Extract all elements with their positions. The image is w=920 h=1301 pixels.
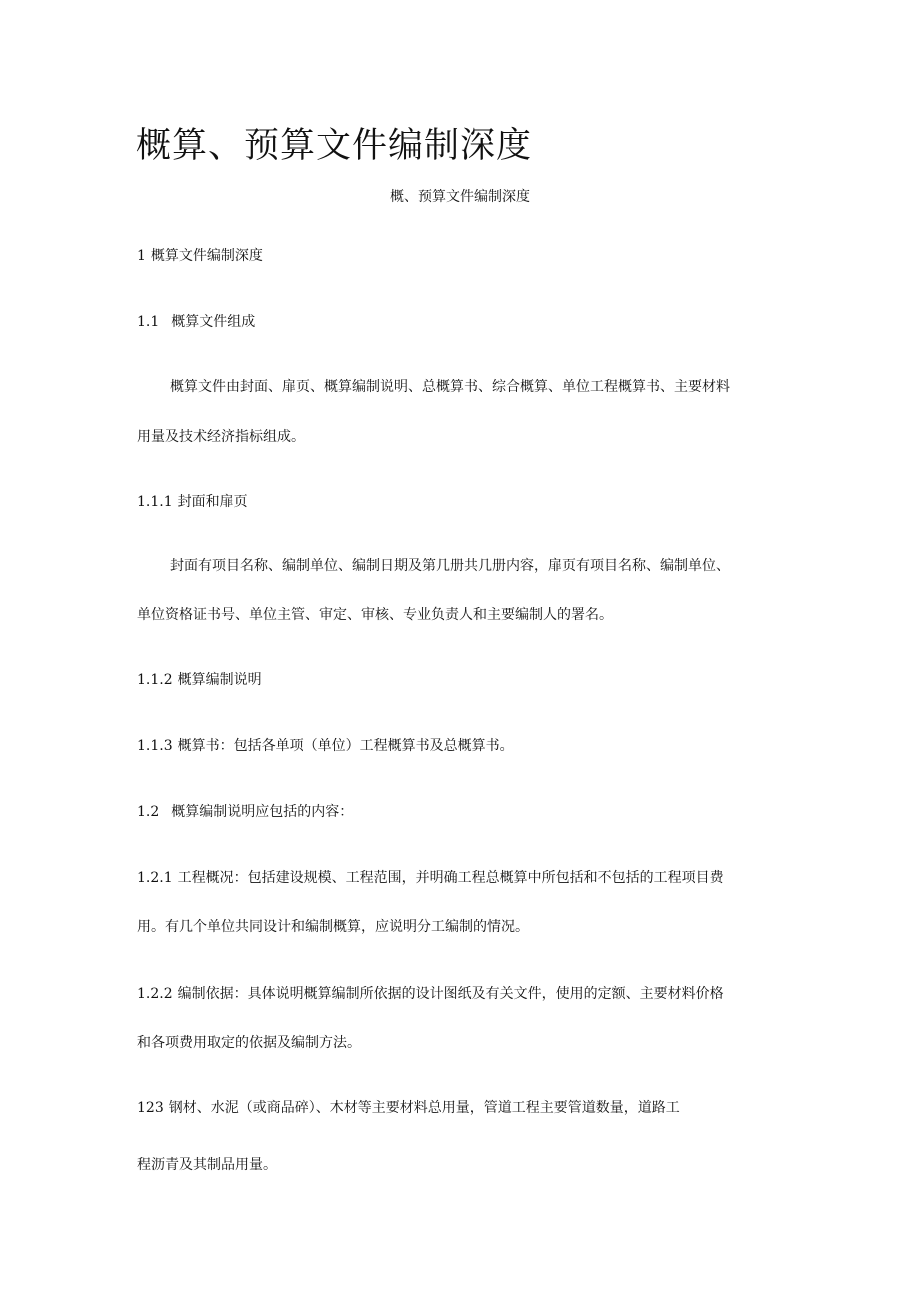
paragraph-line: 用量及技术经济指标组成。 (137, 429, 305, 445)
section-1-2-1-line (137, 869, 724, 887)
section-number: 123 (137, 1100, 164, 1116)
paragraph-line: 封面有项目名称、编制单位、编制日期及第几册共几册内容，扉页有项目名称、编制单位、 (170, 558, 730, 574)
section-1-2-heading (137, 803, 353, 821)
section-number: 1 (137, 248, 146, 264)
paragraph-line: 单位资格证书号、单位主管、审定、审核、专业负责人和主要编制人的署名。 (137, 607, 613, 623)
section-title: 概算书：包括各单项（单位）工程概算书及总概算书。 (177, 738, 514, 754)
paragraph-line: 程沥青及其制品用量。 (137, 1157, 277, 1173)
section-1-2-3-line (137, 1099, 680, 1117)
section-title: 概算文件编制深度 (150, 248, 263, 264)
section-title: 封面和扉页 (177, 494, 248, 510)
section-number: 1.1.3 (137, 738, 173, 754)
section-1-2-2-line (137, 985, 724, 1003)
paragraph-line: 概算文件由封面、扉页、概算编制说明、总概算书、综合概算、单位工程概算书、主要材料 (170, 379, 730, 395)
section-1-1-3-heading (137, 737, 514, 755)
paragraph-text: 钢材、水泥（或商品碎）、木材等主要材料总用量，管道工程主要管道数量，道路工 (168, 1100, 680, 1116)
paragraph-text: 编制依据：具体说明概算编制所依据的设计图纸及有关文件，使用的定额、主要材料价格 (177, 986, 724, 1002)
section-number: 1.2.2 (137, 986, 173, 1002)
section-1-1-1-heading (137, 493, 248, 511)
document-title: 概算、预算文件编制深度 (136, 126, 533, 166)
section-title: 概算文件组成 (171, 314, 256, 330)
paragraph-line: 和各项费用取定的依据及编制方法。 (137, 1035, 361, 1051)
section-1-heading (137, 247, 263, 265)
section-title: 概算编制说明 (177, 672, 262, 688)
section-number: 1.1 (137, 314, 160, 330)
section-title: 概算编制说明应包括的内容： (171, 804, 354, 820)
section-number: 1.1.1 (137, 494, 173, 510)
document-subtitle: 概、预算文件编制深度 (390, 189, 530, 205)
section-1-1-2-heading (137, 671, 262, 689)
paragraph-line: 用。有几个单位共同设计和编制概算，应说明分工编制的情况。 (137, 919, 529, 935)
section-number: 1.2.1 (137, 870, 173, 886)
section-number: 1.2 (137, 804, 160, 820)
section-number: 1.1.2 (137, 672, 173, 688)
section-1-1-heading (137, 313, 255, 331)
paragraph-text: 工程概况：包括建设规模、工程范围，并明确工程总概算中所包括和不包括的工程项目费 (177, 870, 724, 886)
